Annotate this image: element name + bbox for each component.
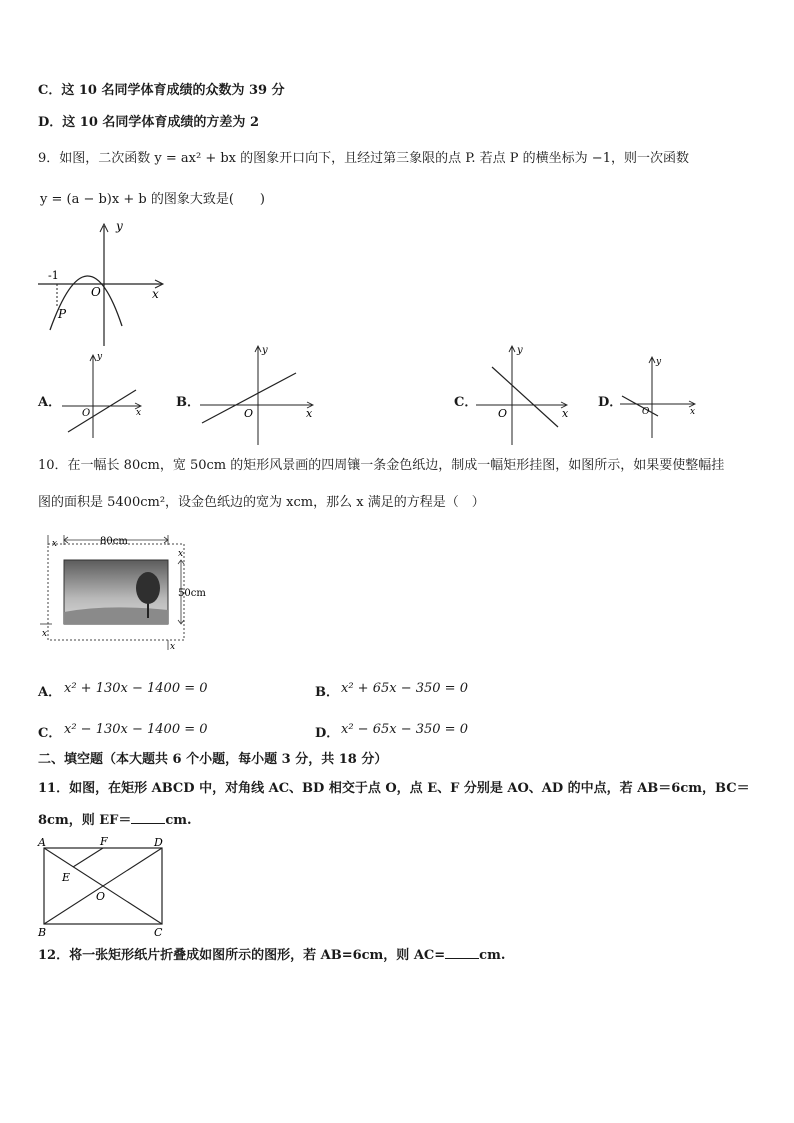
q12-stem xyxy=(38,946,505,965)
q11-label-e: E xyxy=(62,871,71,884)
q12-answer-blank[interactable] xyxy=(445,946,479,959)
section2-heading: 二、填空题（本大题共 6 个小题，每小题 3 分，共 18 分） xyxy=(38,752,388,767)
q9-option-d-label: D． xyxy=(598,395,623,410)
q10-option-b-label: B． xyxy=(315,685,339,700)
q9-a-y: y xyxy=(97,352,103,362)
q10-option-b-eq: x² + 65x − 350 = 0 xyxy=(341,681,468,696)
q10-option-c-label: C． xyxy=(38,726,62,741)
q9-stem-line2: y = (a − b)x + b 的图象大致是( ) xyxy=(40,192,265,207)
q11-stem-line1: 11．如图，在矩形 ABCD 中，对角线 AC、BD 相交于点 O，点 E、F 分别是 AO、AD 的中点，若 AB＝6cm，BC＝ xyxy=(38,781,750,796)
q9-option-c-label: C． xyxy=(454,395,478,410)
q10-width-label: 80cm xyxy=(100,536,128,547)
q9-stem-line1: 9．如图，二次函数 y = ax² + bx 的图象开口向下，且经过第三象限的点 P. 若点 P 的横坐标为 −1，则一次函数 xyxy=(38,151,689,166)
q11-stem-line2 xyxy=(38,811,192,830)
q9-d-x: x xyxy=(690,407,696,417)
q10-x-bottom: x xyxy=(170,642,176,652)
q11-rectangle-figure xyxy=(36,834,172,938)
q10-option-c-eq: x² − 130x − 1400 = 0 xyxy=(64,722,208,737)
q12-stem-a: 12．将一张矩形纸片折叠成如图所示的图形，若 AB=6cm，则 AC= xyxy=(38,948,446,963)
q9-origin-label: O xyxy=(91,285,101,299)
q9-c-y: y xyxy=(517,345,523,356)
q9-option-a-graph xyxy=(60,350,150,440)
q10-frame-figure xyxy=(38,532,206,652)
q10-option-a-label: A． xyxy=(38,685,62,700)
q9-x-label: x xyxy=(152,287,159,301)
q9-b-x: x xyxy=(306,407,313,420)
q10-stem-line2: 图的面积是 5400cm²，设金色纸边的宽为 xcm，那么 x 满足的方程是（ ） xyxy=(38,495,485,510)
q11-stem-line2-b: cm. xyxy=(165,813,192,828)
q9-b-y: y xyxy=(262,345,268,356)
q9-d-y: y xyxy=(656,357,662,367)
q9-minus1-label: -1 xyxy=(48,269,59,282)
q9-option-b-graph xyxy=(196,343,321,447)
q10-option-d-eq: x² − 65x − 350 = 0 xyxy=(341,722,468,737)
q11-label-o: O xyxy=(96,890,106,903)
q9-option-d-graph xyxy=(618,352,704,440)
q9-c-x: x xyxy=(562,407,569,420)
q9-c-o: O xyxy=(498,407,508,420)
q11-stem-line2-a: 8cm，则 EF＝ xyxy=(38,813,132,828)
q9-a-x: x xyxy=(136,408,142,418)
q8-option-d: D．这 10 名同学体育成绩的方差为 2 xyxy=(38,115,259,130)
q10-x-top: x xyxy=(52,539,58,549)
q10-option-d-label: D． xyxy=(315,726,340,741)
q11-label-f: F xyxy=(100,835,108,848)
q10-stem-line1: 10．在一幅长 80cm，宽 50cm 的矩形风景画的四周镶一条金色纸边，制成一幅矩形挂图，如图所示，如果要使整幅挂 xyxy=(38,458,725,473)
q11-label-d: D xyxy=(154,836,163,849)
q10-x-right: x xyxy=(178,549,184,559)
q10-x-left: x xyxy=(42,629,48,639)
q11-label-c: C xyxy=(154,926,163,939)
q9-parabola-figure xyxy=(36,218,176,348)
q10-height-label: 50cm xyxy=(178,588,206,599)
q11-label-b: B xyxy=(38,926,47,939)
q8-option-c: C．这 10 名同学体育成绩的众数为 39 分 xyxy=(38,83,285,98)
q11-label-a: A xyxy=(38,836,46,849)
q9-y-label: y xyxy=(116,219,123,233)
q12-stem-b: cm. xyxy=(479,948,506,963)
q9-option-b-label: B． xyxy=(176,395,200,410)
q9-p-label: P xyxy=(58,307,67,321)
q9-b-o: O xyxy=(244,407,254,420)
q9-a-o: O xyxy=(82,408,91,419)
q9-option-c-graph xyxy=(474,343,574,447)
q9-d-o: O xyxy=(642,407,650,417)
q9-option-a-label: A． xyxy=(38,395,62,410)
q10-option-a-eq: x² + 130x − 1400 = 0 xyxy=(64,681,208,696)
q11-answer-blank[interactable] xyxy=(131,811,165,824)
